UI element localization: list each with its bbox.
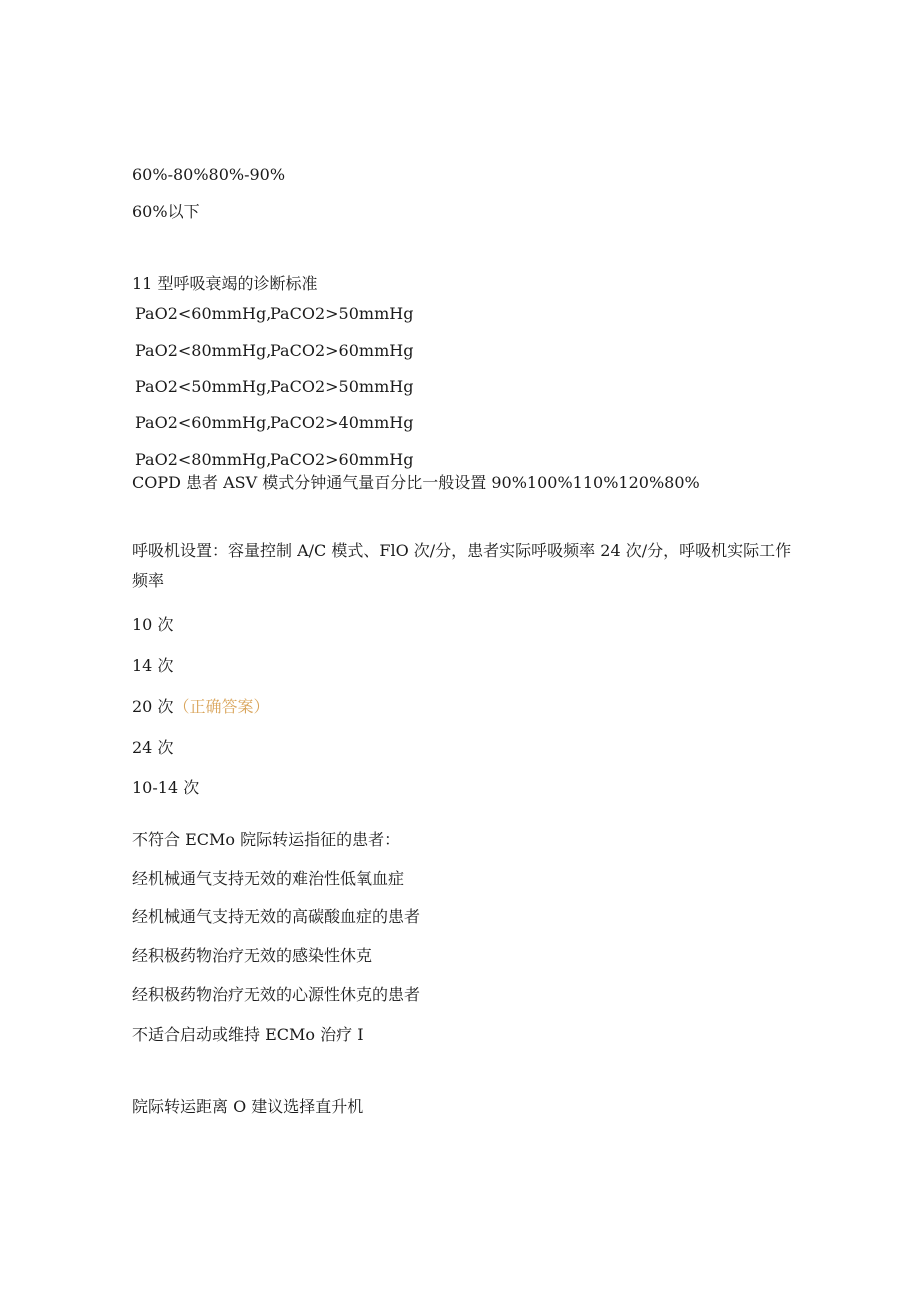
correct-answer-mark: （正确答案）	[173, 697, 270, 716]
pao2-value: PaO2<60mmHg,	[135, 304, 272, 323]
paco2-value: PaCO2>50mmHg	[270, 304, 414, 323]
q4-option-3	[132, 697, 269, 717]
q5-option-4: 经积极药物治疗无效的心源性休克的患者	[132, 985, 421, 1004]
pao2-value: PaO2<80mmHg,	[135, 341, 272, 360]
q2-option-1	[135, 304, 413, 324]
pao2-value: PaO2<80mmHg,	[135, 450, 272, 469]
paco2-value: PaCO2>50mmHg	[270, 377, 414, 396]
q2-question: 11 型呼吸衰竭的诊断标准	[132, 274, 318, 293]
q6-question: 院际转运距离 O 建议选择直升机	[132, 1097, 364, 1116]
q5-option-2: 经机械通气支持无效的高碳酸血症的患者	[132, 907, 421, 926]
q5-question: 不符合 ECMo 院际转运指征的患者：	[132, 830, 401, 849]
paco2-value: PaCO2>40mmHg	[270, 413, 414, 432]
pao2-value: PaO2<50mmHg,	[135, 377, 272, 396]
q5-option-1: 经机械通气支持无效的难治性低氧血症	[132, 869, 405, 888]
q3-question: COPD 患者 ASV 模式分钟通气量百分比一般设置 90%100%110%120%80%	[132, 473, 700, 492]
q4-option-1: 10 次	[132, 615, 174, 634]
q4-option-5: 10-14 次	[132, 778, 200, 797]
q1-option-1: 60%-80%80%-90%	[132, 165, 286, 184]
q2-option-5	[135, 450, 413, 470]
q5-option-3: 经积极药物治疗无效的感染性休克	[132, 946, 373, 965]
paco2-value: PaCO2>60mmHg	[270, 450, 414, 469]
q2-option-2	[135, 341, 413, 361]
option-text: 20 次	[132, 697, 174, 716]
q4-option-4: 24 次	[132, 738, 174, 757]
q2-option-3	[135, 377, 413, 397]
q4-option-2: 14 次	[132, 656, 174, 675]
q1-option-2: 60%以下	[132, 202, 200, 221]
q4-question: 呼吸机设置：容量控制 A/C 模式、FlO 次/分，患者实际呼吸频率 24 次/分，呼吸机实际工作频率	[132, 541, 792, 590]
pao2-value: PaO2<60mmHg,	[135, 413, 272, 432]
q5-option-5: 不适合启动或维持 ECMo 治疗 I	[132, 1025, 364, 1044]
paco2-value: PaCO2>60mmHg	[270, 341, 414, 360]
q2-option-4	[135, 413, 413, 433]
